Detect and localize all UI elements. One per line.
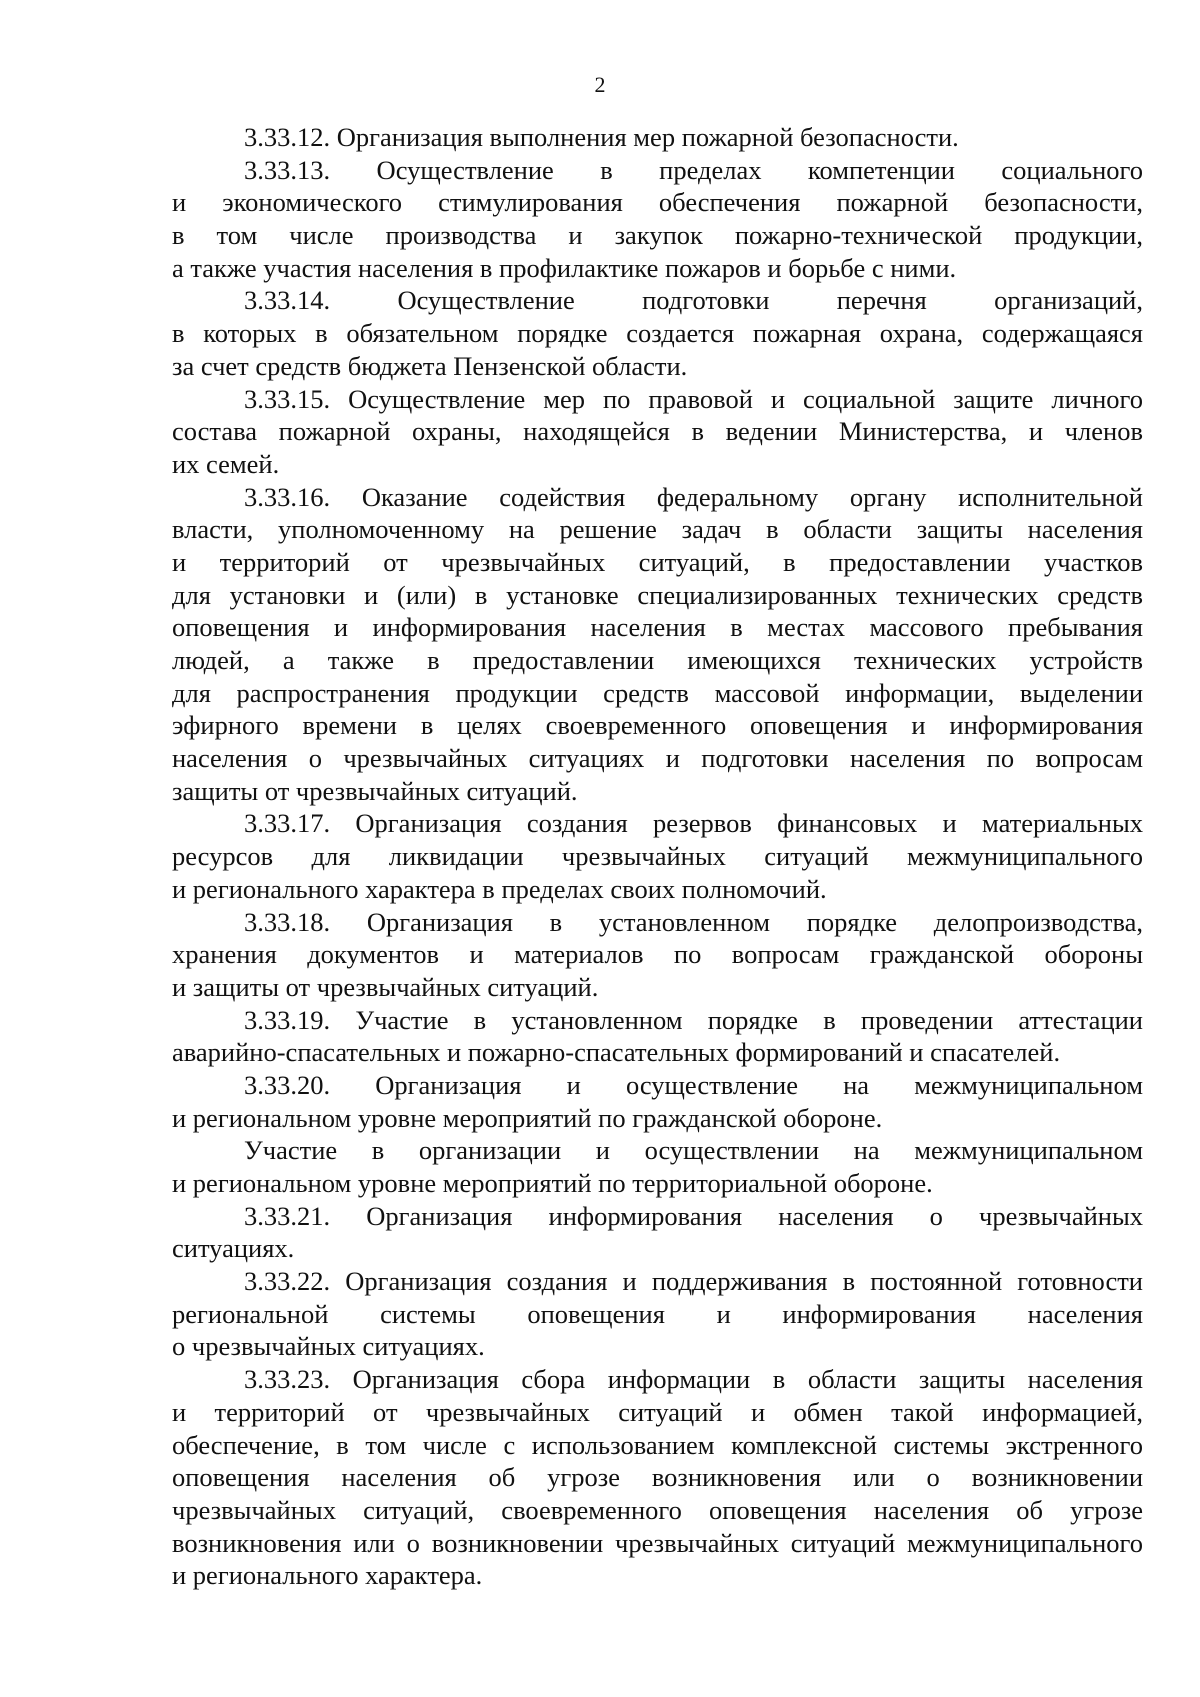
text-line: в том числе производства и закупок пожарно-технической продукции, [172,220,1143,251]
text-line: их семей. [172,448,280,479]
paragraph [172,383,1143,481]
paragraph [172,1200,1143,1265]
paragraph [172,807,1143,905]
paragraph [172,154,1143,285]
text-line: и экономического стимулирования обеспечения пожарной безопасности, [172,187,1143,218]
text-line: возникновения или о возникновении чрезвычайных ситуаций межмуниципального [172,1527,1143,1558]
text-line: эфирного времени в целях своевременного оповещения и информирования [172,710,1143,741]
text-line: 3.33.15. Осуществление мер по правовой и социальной защите личного [244,383,1143,414]
text-line: и региональном уровне мероприятий по гражданской обороне. [172,1102,883,1133]
text-line: и территорий от чрезвычайных ситуаций, в предоставлении участков [172,546,1143,577]
text-line: а также участия населения в профилактике пожаров и борьбе с ними. [172,252,957,283]
text-line: оповещения населения об угрозе возникновения или о возникновении [172,1462,1143,1493]
text-line: 3.33.21. Организация информирования населения о чрезвычайных [244,1200,1143,1231]
text-line: 3.33.12. Организация выполнения мер пожарной безопасности. [244,122,959,152]
text-line: состава пожарной охраны, находящейся в ведении Министерства, и членов [172,416,1143,447]
text-line: обеспечение, в том числе с использованием комплексной системы экстренного [172,1429,1143,1460]
text-line: 3.33.14. Осуществление подготовки перечня организаций, [244,285,1143,316]
text-line: для распространения продукции средств массовой информации, выделении [172,677,1143,708]
text-line: оповещения и информирования населения в местах массового пребывания [172,612,1143,643]
text-line: власти, уполномоченному на решение задач в области защиты населения [172,514,1143,545]
paragraph [172,1004,1143,1069]
paragraph [172,481,1143,808]
text-line: 3.33.22. Организация создания и поддерживания в постоянной готовности [244,1266,1143,1297]
text-line: 3.33.17. Организация создания резервов финансовых и материальных [244,808,1143,839]
text-line: защиты от чрезвычайных ситуаций. [172,775,578,806]
paragraph [172,1134,1143,1199]
text-line: чрезвычайных ситуаций, своевременного оповещения населения об угрозе [172,1494,1143,1525]
text-line: и защиты от чрезвычайных ситуаций. [172,971,599,1002]
text-line: для установки и (или) в установке специализированных технических средств [172,579,1143,610]
document-body [172,121,1143,1592]
text-line: аварийно-спасательных и пожарно-спасательных формирований и спасателей. [172,1037,1061,1068]
text-line: ситуациях. [172,1233,295,1264]
paragraph [172,1069,1143,1134]
text-line: за счет средств бюджета Пензенской области. [172,350,688,381]
text-line: 3.33.18. Организация в установленном порядке делопроизводства, [244,906,1143,937]
text-line: 3.33.19. Участие в установленном порядке в проведении аттестации [244,1004,1143,1035]
text-line: региональной системы оповещения и информирования населения [172,1298,1143,1329]
text-line: 3.33.16. Оказание содействия федеральному органу исполнительной [244,481,1143,512]
text-line: в которых в обязательном порядке создается пожарная охрана, содержащаяся [172,318,1143,349]
text-line: хранения документов и материалов по вопросам гражданской обороны [172,939,1143,970]
text-line: людей, а также в предоставлении имеющихся технических устройств [172,645,1143,675]
paragraph [172,1363,1143,1592]
paragraph [172,906,1143,1004]
paragraph [172,284,1143,382]
text-line: 3.33.13. Осуществление в пределах компетенции социального [244,154,1143,185]
paragraph [172,121,1143,154]
text-line: Участие в организации и осуществлении на межмуниципальном [244,1135,1143,1166]
page-number: 2 [594,72,606,97]
text-line: и регионального характера в пределах своих полномочий. [172,873,827,904]
text-line: и региональном уровне мероприятий по территориальной обороне. [172,1168,933,1198]
text-line: и регионального характера. [172,1560,483,1591]
text-line: 3.33.23. Организация сбора информации в области защиты населения [244,1364,1143,1395]
text-line: ресурсов для ликвидации чрезвычайных ситуаций межмуниципального [172,841,1143,872]
text-line: о чрезвычайных ситуациях. [172,1331,485,1362]
text-line: населения о чрезвычайных ситуациях и подготовки населения по вопросам [172,743,1143,774]
text-line: 3.33.20. Организация и осуществление на межмуниципальном [244,1069,1143,1100]
text-line: и территорий от чрезвычайных ситуаций и обмен такой информацией, [172,1396,1143,1427]
paragraph [172,1265,1143,1363]
